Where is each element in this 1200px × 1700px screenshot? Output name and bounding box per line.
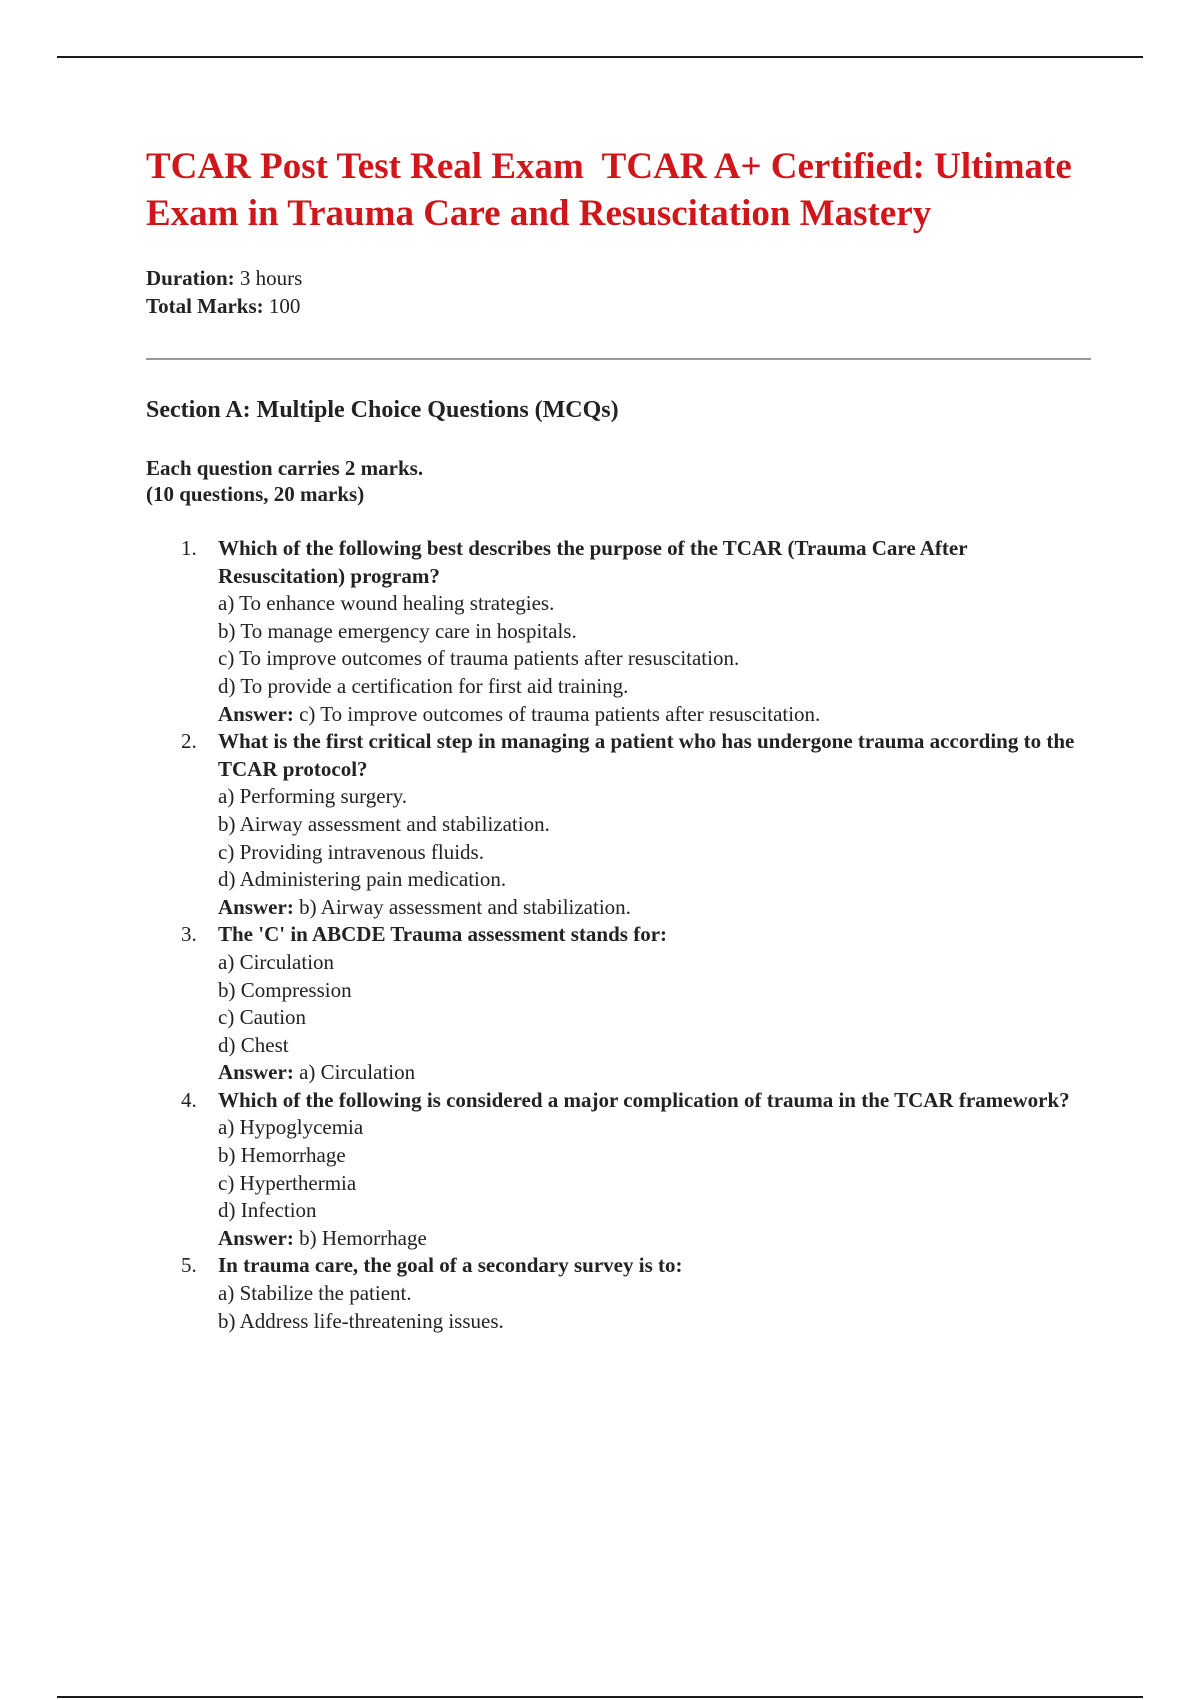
question-item [146, 728, 1091, 921]
answer-option: d) Administering pain medication. [218, 867, 507, 892]
question-number: 4. [181, 1087, 197, 1112]
answer-value: b) Airway assessment and stabilization. [299, 894, 631, 919]
answer-label: Answer: [218, 1060, 294, 1085]
top-rule [57, 56, 1143, 58]
question-stem: The 'C' in ABCDE Trauma assessment stands for: [218, 922, 668, 947]
question-stem: Which of the following best describes the purpose of the TCAR (Trauma Care After Resuscitation) program? [218, 536, 968, 588]
answer-option: c) Caution [218, 1005, 307, 1030]
question-item [146, 1087, 1091, 1253]
total-marks-label: Total Marks: [146, 294, 264, 318]
question-stem: Which of the following is considered a major complication of trauma in the TCAR framework? [218, 1087, 1070, 1112]
answer-option: d) Chest [218, 1032, 289, 1057]
bottom-rule [57, 1696, 1143, 1698]
answer-option: a) Performing surgery. [218, 784, 407, 809]
answer-value: a) Circulation [299, 1060, 416, 1085]
section-instructions [146, 455, 1091, 507]
instruction-marks: Each question carries 2 marks. [146, 456, 424, 480]
duration-line [146, 264, 1091, 292]
answer-option: b) Compression [218, 977, 352, 1002]
horizontal-divider [146, 358, 1091, 360]
question-item [146, 1252, 1091, 1335]
total-marks-line [146, 292, 1091, 320]
duration-value: 3 hours [239, 266, 303, 290]
question-stem: In trauma care, the goal of a secondary survey is to: [218, 1253, 683, 1278]
answer-label: Answer: [218, 894, 294, 919]
duration-label: Duration: [146, 266, 235, 290]
answer-option: c) Providing intravenous fluids. [218, 839, 484, 864]
answer-line [218, 894, 1091, 922]
answer-option: b) Address life-threatening issues. [218, 1308, 504, 1333]
answer-option: c) To improve outcomes of trauma patients after resuscitation. [218, 646, 740, 671]
question-list [146, 535, 1091, 1335]
answer-option: a) Stabilize the patient. [218, 1281, 412, 1306]
total-marks-value: 100 [268, 294, 301, 318]
answer-line [218, 1225, 1091, 1253]
question-number: 3. [181, 922, 197, 947]
section-title: Section A: Multiple Choice Questions (MCQs) [146, 397, 619, 423]
answer-option: c) Hyperthermia [218, 1170, 357, 1195]
answer-option: b) Airway assessment and stabilization. [218, 811, 550, 836]
question-item [146, 921, 1091, 1087]
answer-label: Answer: [218, 1225, 294, 1250]
question-number: 1. [181, 536, 197, 560]
answer-option: d) Infection [218, 1198, 317, 1223]
answer-option: a) To enhance wound healing strategies. [218, 591, 555, 616]
question-item [146, 535, 1091, 728]
answer-option: b) Hemorrhage [218, 1143, 346, 1168]
document-page [146, 143, 1091, 1335]
document-title: TCAR Post Test Real Exam TCAR A+ Certified: Ultimate Exam in Trauma Care and Resuscitation Mastery [146, 146, 1082, 234]
answer-label: Answer: [218, 701, 294, 726]
question-number: 5. [181, 1253, 197, 1278]
answer-value: c) To improve outcomes of trauma patients after resuscitation. [299, 701, 821, 726]
answer-option: b) To manage emergency care in hospitals. [218, 618, 577, 643]
answer-option: a) Circulation [218, 949, 335, 974]
answer-value: b) Hemorrhage [299, 1225, 427, 1250]
answer-option: d) To provide a certification for first aid training. [218, 673, 629, 698]
instruction-count: (10 questions, 20 marks) [146, 482, 365, 506]
exam-meta [146, 264, 1091, 320]
question-stem: What is the first critical step in managing a patient who has undergone trauma according to the TCAR protocol? [218, 729, 1075, 781]
answer-line [218, 1059, 1091, 1087]
answer-option: a) Hypoglycemia [218, 1115, 364, 1140]
question-number: 2. [181, 729, 197, 754]
answer-line [218, 701, 1091, 729]
